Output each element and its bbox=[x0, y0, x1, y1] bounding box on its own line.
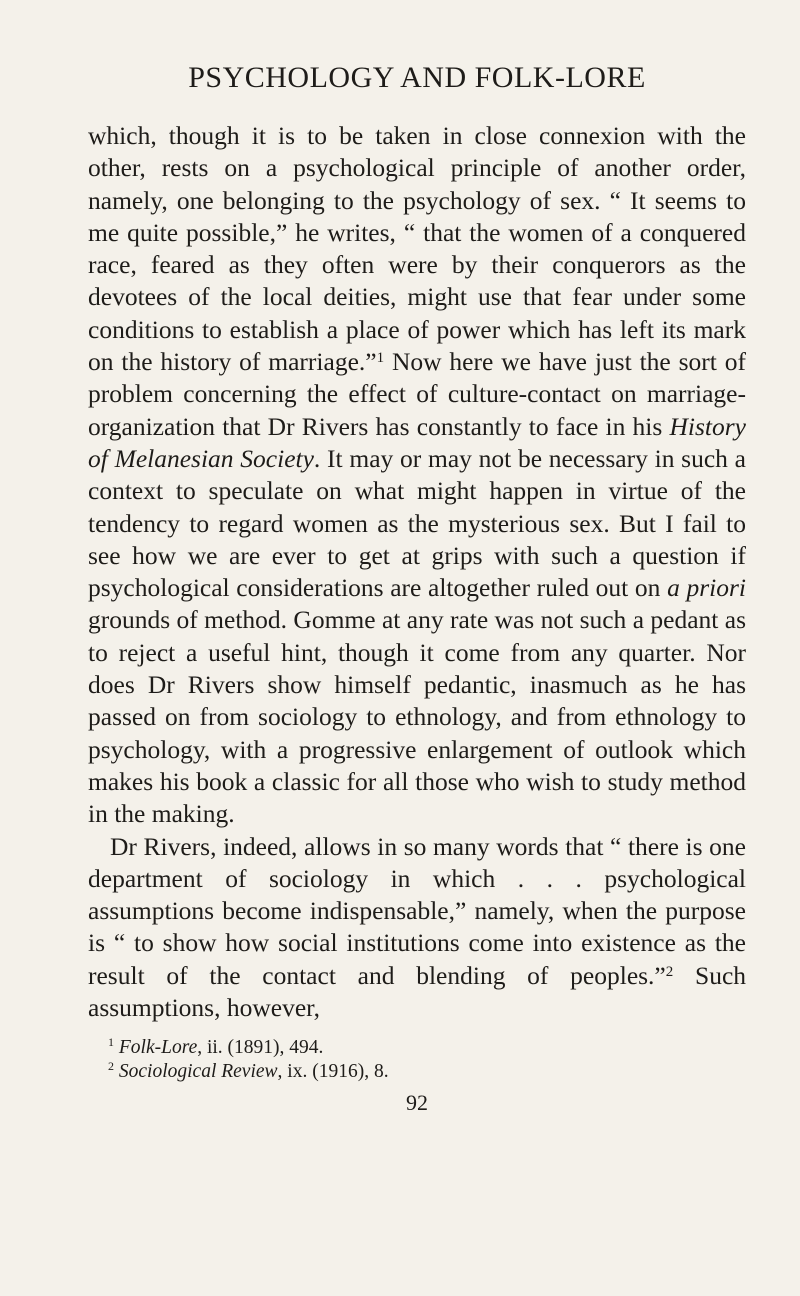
footnote-source-title: Sociological Review bbox=[118, 1061, 278, 1083]
book-title: History of Melanesian Society bbox=[88, 411, 746, 473]
paragraph bbox=[88, 831, 746, 1025]
footnote bbox=[108, 1060, 746, 1084]
footnotes bbox=[88, 1036, 746, 1084]
text-run: Now here we have just the sort of problem concerning the effect of culture-contact on marriage-organization that Dr Rivers has constantly to face in his bbox=[88, 347, 746, 441]
running-head: PSYCHOLOGY AND FOLK-LORE bbox=[188, 61, 646, 94]
footnote-citation: , ii. (1891), 494. bbox=[197, 1037, 324, 1059]
footnote-reference: 1 bbox=[376, 350, 385, 367]
footnote-citation: , ix. (1916), 8. bbox=[277, 1061, 389, 1083]
text-run: . It may or may not be necessary in such a context to speculate on what might happen in virtue of the tendency to regard women as the mysterious sex. But I fail to see how we are ever to get at grips with such a question if psychological considerations are altogether ruled out on bbox=[88, 443, 746, 603]
text-run: grounds of method. Gomme at any rate was not such a pedant as to reject a useful hint, though it come from any quarter. Nor does Dr Rivers show himself pedantic, inasmuch as he has passed on from sociology to ethnology, and from ethnology to psychology, with a progressive enlargement of outlook which makes his book a classic for all those who wish to study method in the making. bbox=[88, 605, 746, 829]
body-text bbox=[88, 120, 746, 1024]
footnote-reference: 2 bbox=[665, 963, 674, 980]
paragraph bbox=[88, 120, 746, 831]
footnote-mark: 2 bbox=[108, 1059, 114, 1074]
latin-phrase: a priori bbox=[667, 573, 746, 603]
text-run: which, though it is to be taken in close connexion with the other, rests on a psychological principle of another order, namely, one belonging to the psychology of sex. “ It seems to me quite possible,” he writes, “ that the women of a conquered race, feared as they often were by their conquerors as the devotees of the local deities, might use that fear under some conditions to establish a place of power which has left its mark on the history of marriage.” bbox=[88, 121, 746, 377]
page-number: 92 bbox=[406, 1090, 428, 1116]
footnote-source-title: Folk-Lore bbox=[118, 1037, 198, 1059]
footnote bbox=[108, 1036, 746, 1060]
book-page bbox=[88, 58, 746, 1116]
text-run: Such assumptions, however, bbox=[88, 960, 747, 1023]
footnote-mark: 1 bbox=[108, 1035, 114, 1050]
text-run: Dr Rivers, indeed, allows in so many words that “ there is one department of sociology in which . . . psychological assumptions become indispensable,” namely, when the purpose is “ to show how social institutions come into existence as the result of the contact and blending of peoples.” bbox=[88, 831, 746, 990]
